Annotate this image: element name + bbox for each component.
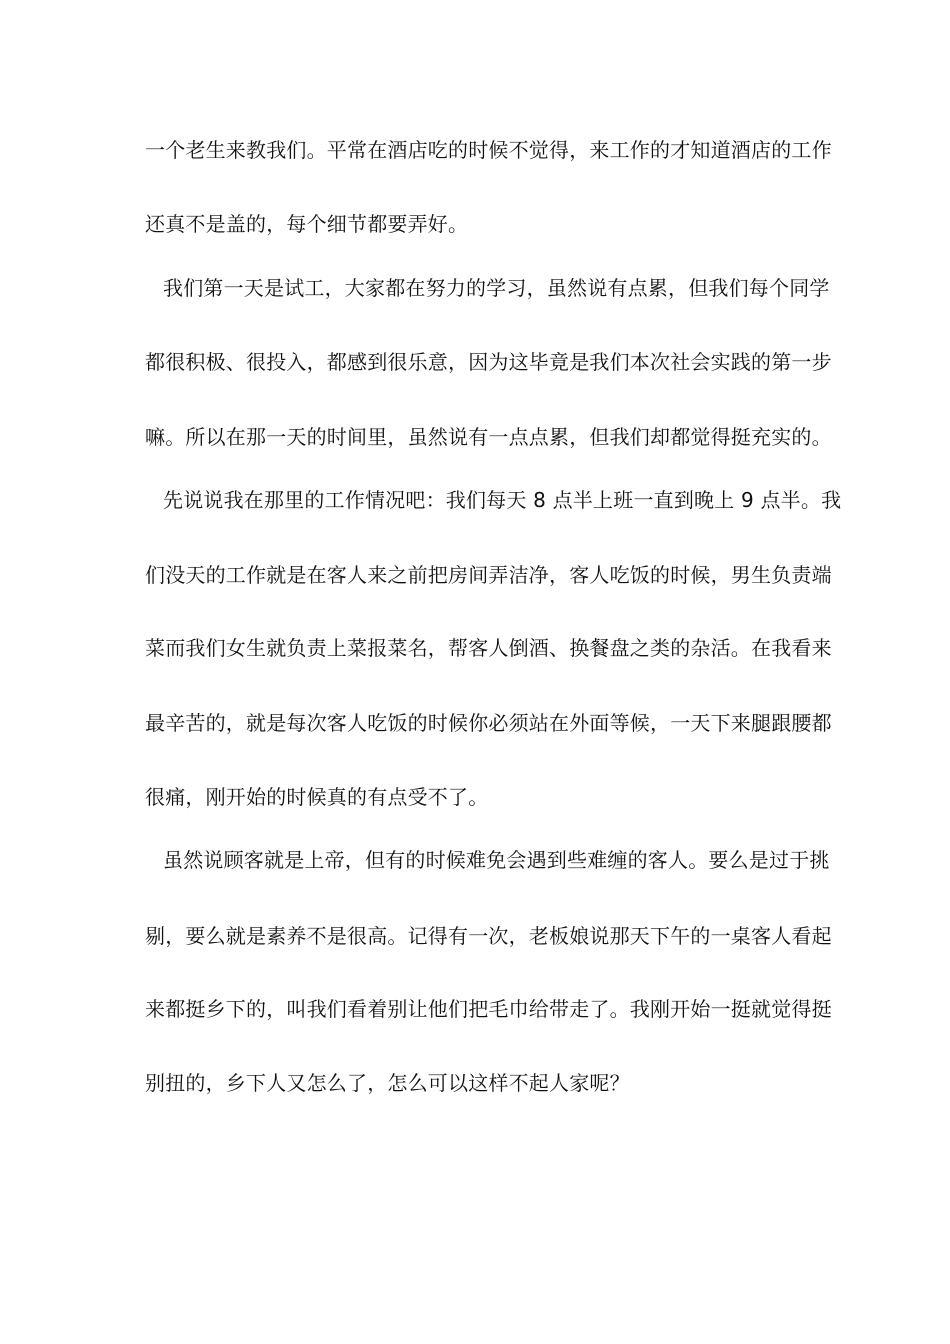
- paragraph-first-line: 先说说我在那里的工作情况吧：我们每天 8 点半上班一直到晚上 9 点半。我: [163, 488, 842, 512]
- paragraph-first-line: 虽然说顾客就是上帝，但有的时候难免会遇到些难缠的客人。要么是过于挑: [163, 848, 830, 872]
- text-line: 剔，要么就是素养不是很高。记得有一次，老板娘说那天下午的一桌客人看起: [145, 924, 832, 948]
- paragraph-first-line: 我们第一天是试工，大家都在努力的学习，虽然说有点累，但我们每个同学: [163, 276, 830, 300]
- text-line: 都很积极、很投入，都感到很乐意，因为这毕竟是我们本次社会实践的第一步: [145, 350, 832, 374]
- text-line: 还真不是盖的，每个细节都要弄好。: [145, 212, 469, 236]
- text-line: 来都挺乡下的，叫我们看着别让他们把毛巾给带走了。我刚开始一挺就觉得挺: [145, 997, 832, 1021]
- text-line: 很痛，刚开始的时候真的有点受不了。: [145, 785, 489, 809]
- text-line: 别扭的，乡下人又怎么了，怎么可以这样不起人家呢？: [145, 1071, 630, 1095]
- text-line: 最辛苦的，就是每次客人吃饭的时候你必须站在外面等候，一天下来腿跟腰都: [145, 711, 832, 735]
- text-line: 一个老生来教我们。平常在酒店吃的时候不觉得，来工作的才知道酒店的工作: [145, 138, 832, 162]
- text-line: 菜而我们女生就负责上菜报菜名，帮客人倒酒、换餐盘之类的杂活。在我看来: [145, 636, 832, 660]
- text-line: 嘛。所以在那一天的时间里，虽然说有一点点累，但我们却都觉得挺充实的。: [145, 425, 832, 449]
- text-line: 们没天的工作就是在客人来之前把房间弄洁净，客人吃饭的时候，男生负责端: [145, 563, 832, 587]
